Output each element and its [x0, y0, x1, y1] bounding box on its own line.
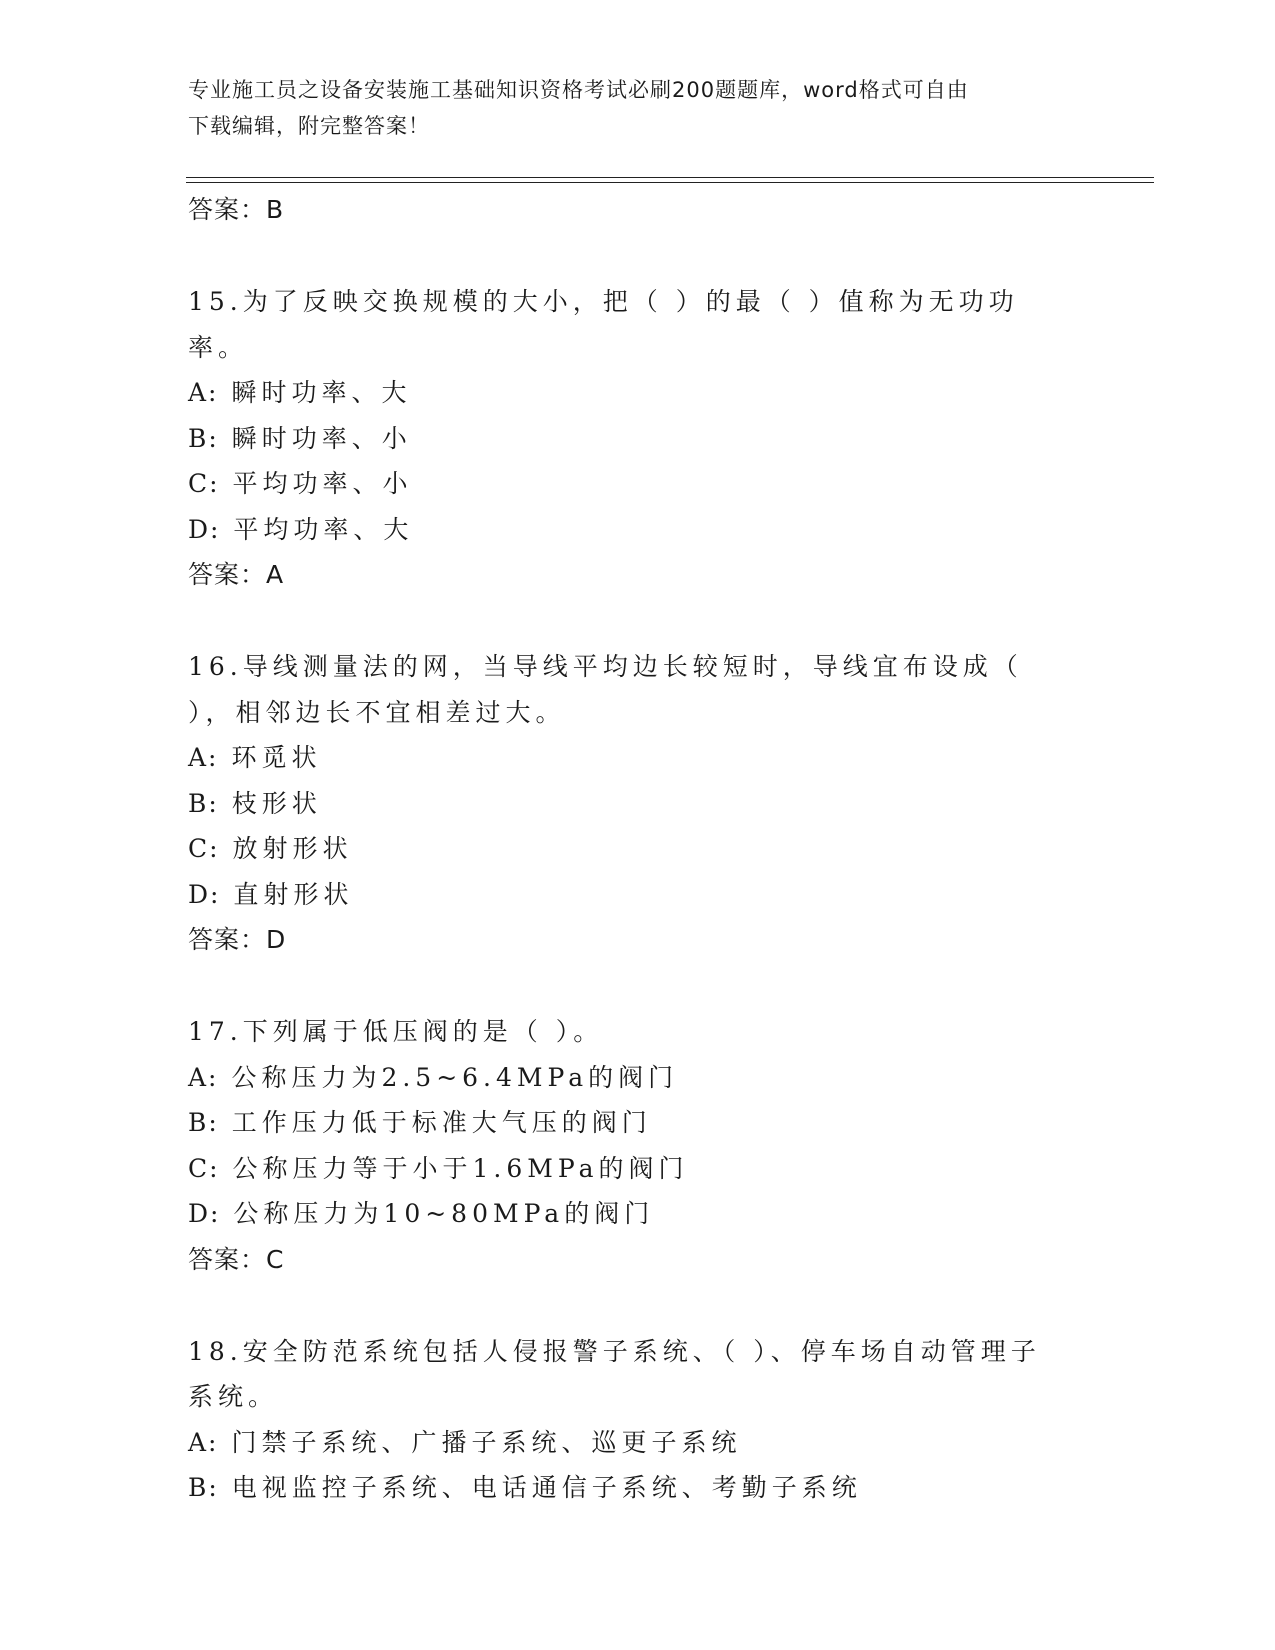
option-text: 瞬时功率、大	[231, 378, 412, 407]
question-17	[188, 1009, 1148, 1283]
option-text: 工作压力低于标准大气压的阀门	[231, 1108, 652, 1137]
option-key: D:	[188, 879, 221, 909]
header-line-1: 专业施工员之设备安装施工基础知识资格考试必刷200题题库，word格式可自由	[188, 78, 969, 102]
option-b	[188, 781, 1148, 827]
option-text: 平均功率、小	[232, 469, 413, 498]
header-rule-top	[186, 177, 1154, 178]
option-text: 公称压力为10~80MPa的阀门	[233, 1199, 655, 1228]
option-a	[188, 370, 1148, 416]
header-rule-bottom	[186, 182, 1154, 183]
option-key: B:	[188, 1108, 219, 1137]
answer-line: 答案：D	[188, 925, 287, 954]
option-key: B:	[188, 788, 219, 818]
option-c	[188, 1146, 1148, 1192]
option-c	[188, 826, 1148, 872]
header-line-2: 下载编辑，附完整答案！	[188, 114, 430, 138]
option-d	[188, 507, 1148, 553]
option-text: 电视监控子系统、电话通信子系统、考勤子系统	[231, 1473, 862, 1502]
option-text: 平均功率、大	[233, 514, 414, 544]
option-a	[188, 1420, 1148, 1466]
option-key: C:	[188, 1153, 220, 1183]
option-text: 放射形状	[232, 834, 353, 863]
option-key: A:	[188, 743, 219, 772]
option-key: D:	[188, 514, 221, 544]
option-b	[188, 1465, 1148, 1511]
option-key: C:	[188, 834, 220, 863]
option-key: A:	[188, 378, 219, 407]
page-header	[188, 72, 1088, 144]
option-key: C:	[188, 469, 220, 498]
option-text: 公称压力为2.5~6.4MPa的阀门	[231, 1062, 679, 1092]
answer-line: 答案：B	[188, 195, 285, 224]
question-text: 18.安全防范系统包括人侵报警子系统、（ ）、停车场自动管理子系统。	[188, 1336, 1041, 1411]
question-16	[188, 644, 1148, 963]
question-text: 16.导线测量法的网，当导线平均边长较短时，导线宜布设成（ ），相邻边长不宜相差过大。	[188, 652, 1023, 727]
option-c	[188, 461, 1148, 507]
question-content	[188, 187, 1148, 1511]
option-d	[188, 872, 1148, 918]
option-text: 瞬时功率、小	[231, 423, 412, 453]
option-key: A:	[188, 1062, 219, 1092]
option-b	[188, 416, 1148, 462]
option-text: 门禁子系统、广播子系统、巡更子系统	[231, 1427, 742, 1457]
option-text: 环觅状	[231, 743, 322, 772]
option-a	[188, 1055, 1148, 1101]
option-text: 枝形状	[231, 788, 322, 818]
question-18	[188, 1329, 1148, 1511]
option-d	[188, 1191, 1148, 1237]
answer-line: 答案：A	[188, 560, 285, 589]
option-key: B:	[188, 1473, 219, 1502]
question-15	[188, 279, 1148, 598]
option-text: 直射形状	[233, 879, 354, 909]
option-key: B:	[188, 423, 219, 453]
question-text: 15.为了反映交换规模的大小，把（ ）的最（ ）值称为无功功率。	[188, 287, 1019, 362]
question-text: 17.下列属于低压阀的是（ ）。	[188, 1017, 604, 1046]
option-key: A:	[188, 1427, 219, 1457]
answer-line: 答案：C	[188, 1244, 285, 1274]
option-b	[188, 1100, 1148, 1146]
option-a	[188, 735, 1148, 781]
option-text: 公称压力等于小于1.6MPa的阀门	[232, 1153, 689, 1183]
option-key: D:	[188, 1199, 221, 1228]
